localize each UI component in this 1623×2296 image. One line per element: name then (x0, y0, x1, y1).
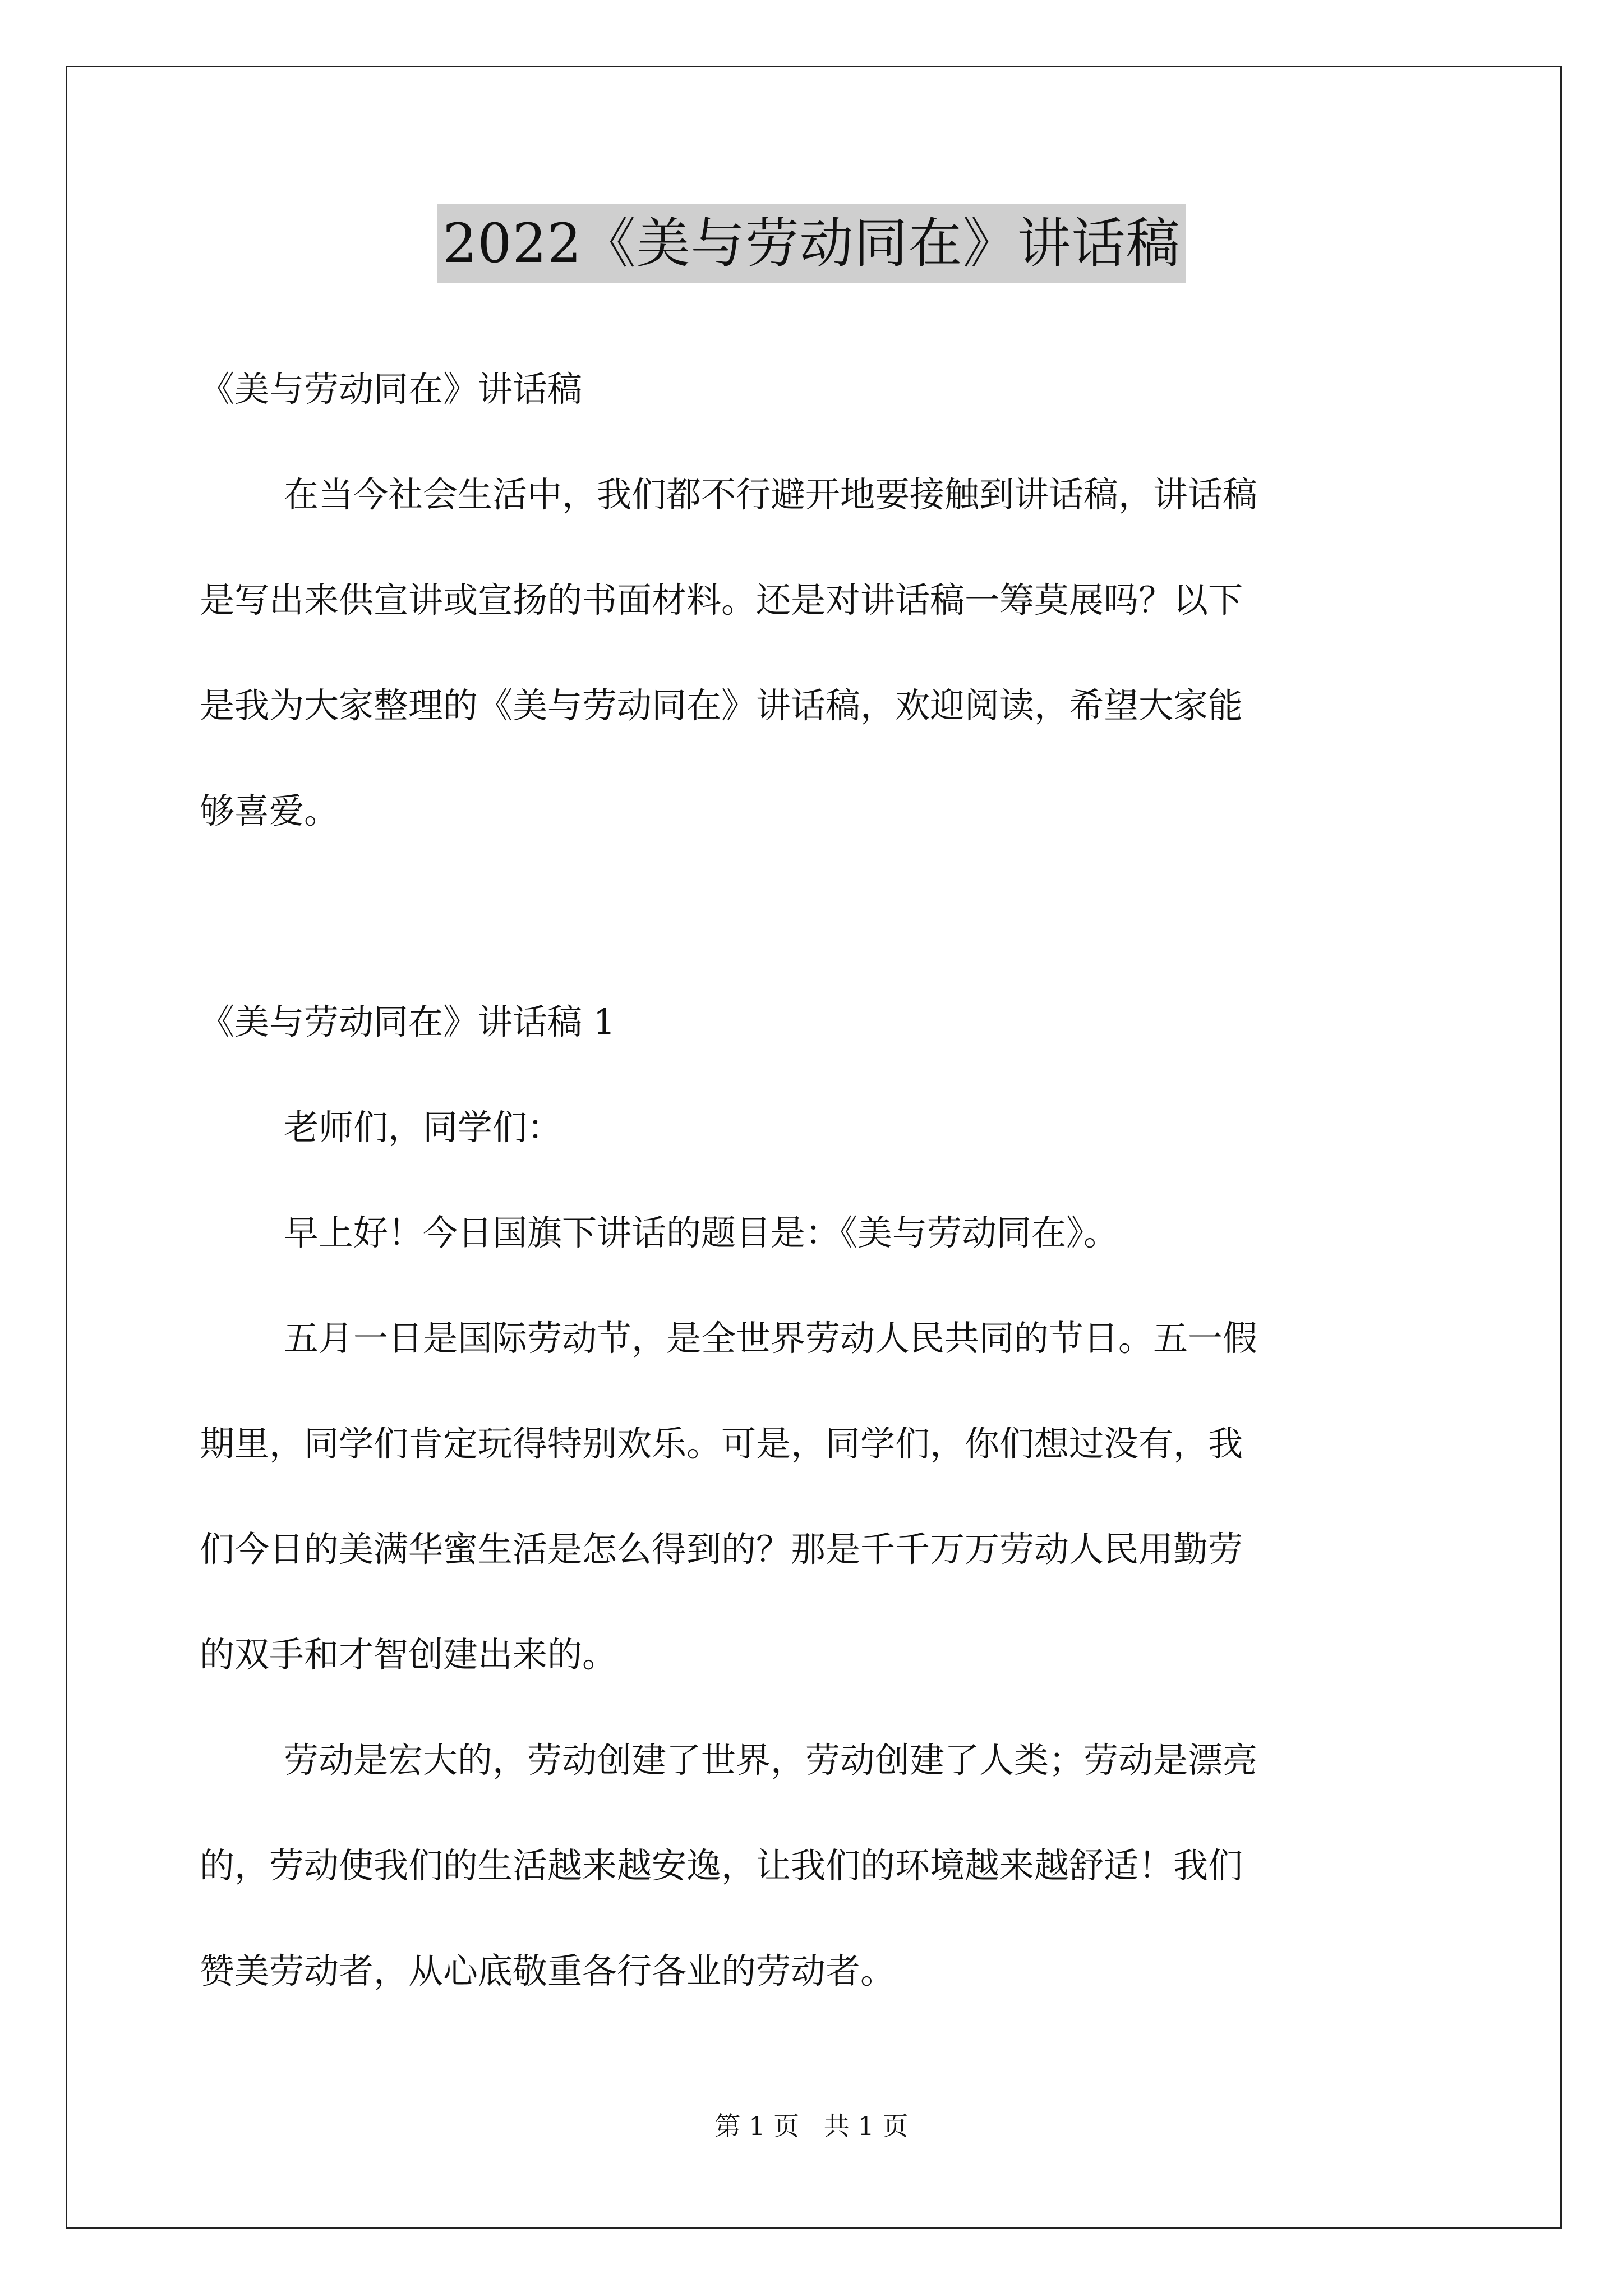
paragraph-greeting (200, 1075, 1428, 1180)
text-line: 是我为大家整理的《美与劳动同在》讲话稿，欢迎阅读，希望大家能 (200, 685, 1243, 726)
text-line: 期里，同学们肯定玩得特别欢乐。可是，同学们，你们想过没有，我 (200, 1423, 1243, 1464)
text-line: 是写出来供宣讲或宣扬的书面材料。还是对讲话稿一筹莫展吗？以下 (200, 579, 1243, 620)
title-wrapper (0, 204, 1623, 283)
text-line: 在当今社会生活中，我们都不行避开地要接触到讲话稿，讲话稿 (284, 474, 1258, 515)
text-line: 老师们，同学们： (284, 1107, 562, 1148)
page-footer: 第 1 页 共 1 页 (714, 2111, 909, 2141)
paragraph-topic (200, 1180, 1428, 1286)
text-line: 《美与劳动同在》讲话稿 (200, 369, 583, 409)
paragraph-subtitle (200, 337, 1428, 442)
text-line: 够喜爱。 (200, 790, 339, 831)
text-line: 早上好！今日国旗下讲话的题目是：《美与劳动同在》。 (284, 1212, 1119, 1253)
text-line: 的，劳动使我们的生活越来越安逸，让我们的环境越来越舒适！我们 (200, 1845, 1243, 1886)
paragraph-labor-praise (200, 1708, 1428, 2024)
text-line: 五月一日是国际劳动节，是全世界劳动人民共同的节日。五一假 (284, 1318, 1258, 1359)
text-line: 赞美劳动者，从心底敬重各行各业的劳动者。 (200, 1950, 896, 1991)
paragraph-intro (200, 442, 1428, 864)
document-title: 2022《美与劳动同在》讲话稿 (437, 204, 1186, 283)
text-line: 的双手和才智创建出来的。 (200, 1634, 617, 1675)
paragraph-may-day (200, 1286, 1428, 1708)
document-body (200, 337, 1428, 2024)
paragraph-section-heading (200, 969, 1428, 1075)
text-line: 们今日的美满华蜜生活是怎么得到的？那是千千万万劳动人民用勤劳 (200, 1529, 1243, 1570)
text-line: 劳动是宏大的，劳动创建了世界，劳动创建了人类；劳动是漂亮 (284, 1740, 1258, 1780)
text-line: 《美与劳动同在》讲话稿 1 (200, 1001, 616, 1042)
